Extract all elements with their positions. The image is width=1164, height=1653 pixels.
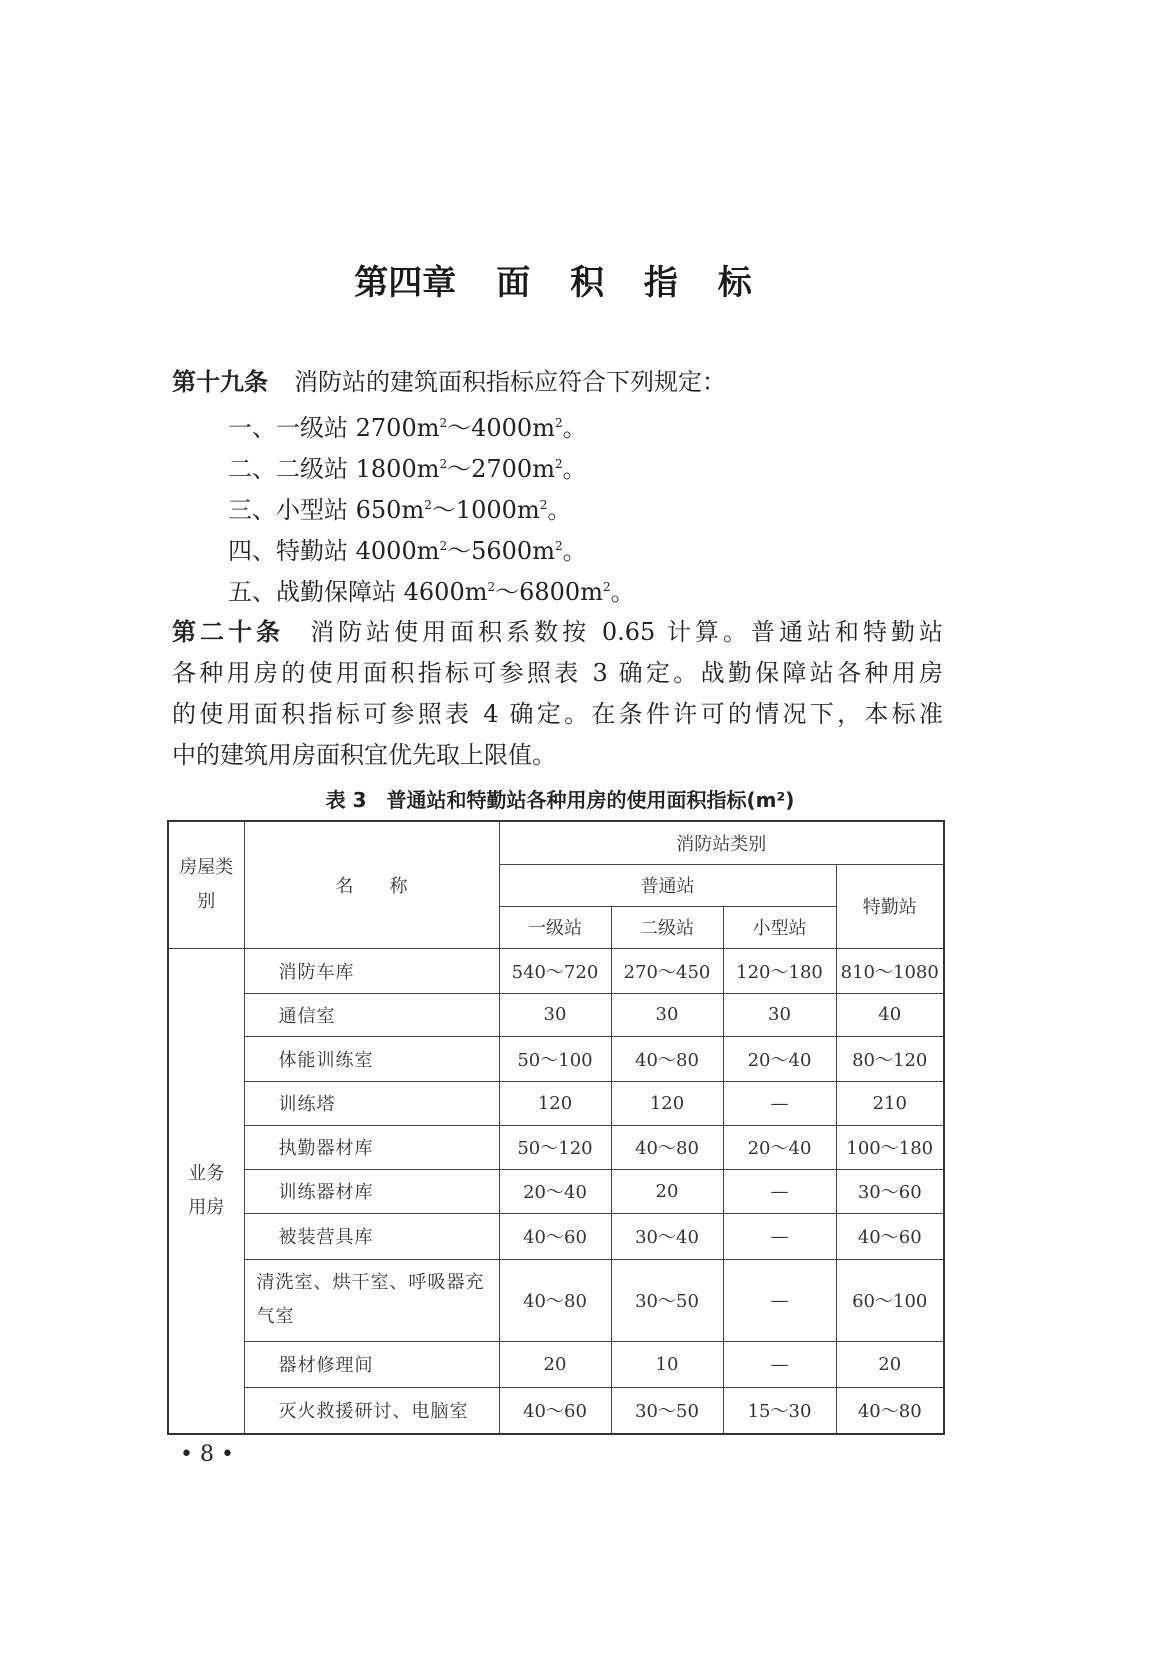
area-value: 40～80 xyxy=(499,1259,611,1341)
area-value: 50～100 xyxy=(499,1036,611,1081)
period: 。 xyxy=(547,496,572,524)
item-prefix: 四、特勤站 xyxy=(228,537,356,565)
period: 。 xyxy=(562,537,587,565)
item-to: 6800m xyxy=(519,578,603,606)
room-name: 训练器材库 xyxy=(244,1169,499,1213)
area-value: 40～80 xyxy=(611,1125,723,1169)
area-value: 40～80 xyxy=(836,1387,944,1434)
page-number: • 8 • xyxy=(180,1442,234,1467)
area-value: 40～60 xyxy=(836,1213,944,1259)
paragraph-line xyxy=(172,658,943,688)
tilde: ～ xyxy=(495,578,520,606)
area-value: 210 xyxy=(836,1081,944,1125)
area-value: 30～50 xyxy=(611,1387,723,1434)
room-name: 清洗室、烘干室、呼吸器充气室 xyxy=(244,1259,499,1341)
tilde: ～ xyxy=(447,537,472,565)
list-item xyxy=(228,572,635,607)
superscript: 2 xyxy=(439,457,448,471)
header-ordinary: 普通站 xyxy=(499,864,836,906)
area-value: 270～450 xyxy=(611,948,723,993)
room-name: 训练塔 xyxy=(244,1081,499,1125)
item-to: 5600m xyxy=(471,537,555,565)
period: 。 xyxy=(610,578,635,606)
superscript: 2 xyxy=(554,539,563,553)
line-text: 各种用房的使用面积指标可参照表 3 确定。战勤保障站各种用房 xyxy=(172,659,943,687)
area-value: 810～1080 xyxy=(836,948,944,993)
tilde: ～ xyxy=(431,496,456,524)
table-row xyxy=(168,1213,944,1259)
table-row xyxy=(168,1125,944,1169)
tilde: ～ xyxy=(447,455,472,483)
room-name: 执勤器材库 xyxy=(244,1125,499,1169)
list-item xyxy=(228,531,587,566)
area-value: 50～120 xyxy=(499,1125,611,1169)
area-value: — xyxy=(723,1169,836,1213)
chapter-name: 面 积 指 标 xyxy=(496,263,766,303)
paragraph-line xyxy=(172,617,943,647)
article-label: 第十九条 xyxy=(172,368,268,396)
list-item xyxy=(228,408,587,443)
list-item xyxy=(228,449,587,484)
line-text: 中的建筑用房面积宜优先取上限值。 xyxy=(172,741,556,769)
room-name: 被装营具库 xyxy=(244,1213,499,1259)
area-value: 30～50 xyxy=(611,1259,723,1341)
table-row xyxy=(168,1341,944,1387)
list-item xyxy=(228,490,571,525)
tilde: ～ xyxy=(447,414,472,442)
area-value: 40～60 xyxy=(499,1387,611,1434)
area-value: 30 xyxy=(499,993,611,1036)
table-row xyxy=(168,1259,944,1341)
area-value: 20 xyxy=(499,1341,611,1387)
area-value: 80～120 xyxy=(836,1036,944,1081)
table-row xyxy=(168,993,944,1036)
area-value: 60～100 xyxy=(836,1259,944,1341)
item-from: 4000m xyxy=(355,537,440,565)
table-row xyxy=(168,948,944,993)
superscript: 2 xyxy=(539,498,548,512)
table-row xyxy=(168,1081,944,1125)
area-index-table xyxy=(167,820,945,1435)
area-value: 100～180 xyxy=(836,1125,944,1169)
line-text: 的使用面积指标可参照表 4 确定。在条件许可的情况下，本标准 xyxy=(172,700,943,728)
area-value: 10 xyxy=(611,1341,723,1387)
area-value: 20～40 xyxy=(723,1036,836,1081)
area-value: 20 xyxy=(611,1169,723,1213)
area-value: 120～180 xyxy=(723,948,836,993)
item-from: 1800m xyxy=(355,455,440,483)
item-from: 4600m xyxy=(403,578,488,606)
item-from: 650m xyxy=(355,496,425,524)
paragraph-line xyxy=(172,740,556,770)
item-to: 2700m xyxy=(471,455,555,483)
article-label: 第二十条 xyxy=(172,618,285,646)
row-group-category: 业务用房 xyxy=(168,948,244,1434)
item-to: 4000m xyxy=(471,414,555,442)
item-prefix: 三、小型站 xyxy=(228,496,356,524)
area-value: 40 xyxy=(836,993,944,1036)
area-value: 30～40 xyxy=(611,1213,723,1259)
area-value: 15～30 xyxy=(723,1387,836,1434)
article-19-heading xyxy=(172,367,726,397)
room-name: 消防车库 xyxy=(244,948,499,993)
item-prefix: 二、二级站 xyxy=(228,455,356,483)
area-value: 30 xyxy=(611,993,723,1036)
area-value: 120 xyxy=(611,1081,723,1125)
superscript: 2 xyxy=(424,498,432,512)
area-value: — xyxy=(723,1341,836,1387)
room-name: 灭火救援研讨、电脑室 xyxy=(244,1387,499,1434)
chapter-label: 第四章 xyxy=(354,263,457,303)
paragraph-line xyxy=(172,699,943,729)
superscript: 2 xyxy=(487,580,496,594)
area-value: 40～80 xyxy=(611,1036,723,1081)
area-value: 20～40 xyxy=(499,1169,611,1213)
superscript: 2 xyxy=(439,416,448,430)
room-name: 体能训练室 xyxy=(244,1036,499,1081)
area-value: 20 xyxy=(836,1341,944,1387)
header-category: 房屋类别 xyxy=(168,821,244,948)
period: 。 xyxy=(562,455,587,483)
header-level2: 二级站 xyxy=(611,906,723,948)
superscript: 2 xyxy=(602,580,611,594)
table-row xyxy=(168,1387,944,1434)
room-name: 器材修理间 xyxy=(244,1341,499,1387)
table-caption: 表 3 普通站和特勤站各种用房的使用面积指标(m²) xyxy=(325,788,795,812)
superscript: 2 xyxy=(439,539,448,553)
item-prefix: 五、战勤保障站 xyxy=(228,578,404,606)
table-row xyxy=(168,1169,944,1213)
item-from: 2700m xyxy=(355,414,440,442)
line-text: 消防站使用面积系数按 0.65 计算。普通站和特勤站 xyxy=(310,618,944,646)
area-value: 120 xyxy=(499,1081,611,1125)
room-name: 通信室 xyxy=(244,993,499,1036)
article-text: 消防站的建筑面积指标应符合下列规定： xyxy=(294,368,726,396)
area-value: — xyxy=(723,1213,836,1259)
area-value: — xyxy=(723,1259,836,1341)
header-special: 特勤站 xyxy=(836,864,944,948)
header-small: 小型站 xyxy=(723,906,836,948)
area-value: 30 xyxy=(723,993,836,1036)
area-value: 540～720 xyxy=(499,948,611,993)
table-row xyxy=(168,1036,944,1081)
area-value: 20～40 xyxy=(723,1125,836,1169)
area-value: 30～60 xyxy=(836,1169,944,1213)
superscript: 2 xyxy=(554,416,563,430)
chapter-title xyxy=(0,255,1120,304)
header-name: 名 称 xyxy=(244,821,499,948)
item-to: 1000m xyxy=(455,496,540,524)
superscript: 2 xyxy=(554,457,563,471)
period: 。 xyxy=(562,414,587,442)
header-level1: 一级站 xyxy=(499,906,611,948)
header-station-type: 消防站类别 xyxy=(499,821,944,864)
item-prefix: 一、一级站 xyxy=(228,414,356,442)
area-value: — xyxy=(723,1081,836,1125)
area-value: 40～60 xyxy=(499,1213,611,1259)
